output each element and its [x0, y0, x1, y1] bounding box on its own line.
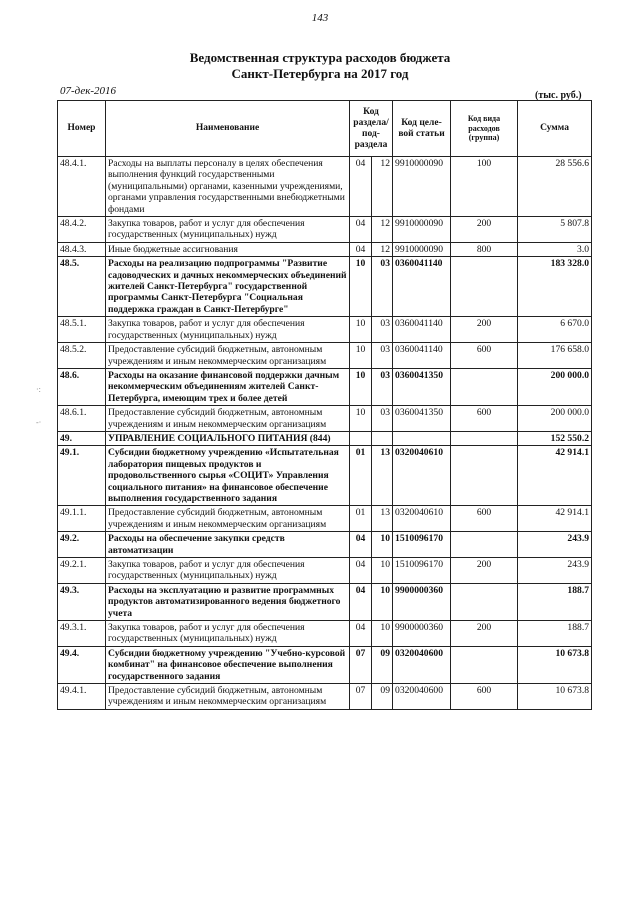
row-expense-group: 600	[451, 406, 518, 432]
row-sum: 28 556.6	[518, 157, 592, 217]
row-sum: 152 550.2	[518, 431, 592, 445]
table-row	[58, 406, 592, 432]
row-podrazdel: 10	[372, 621, 393, 647]
row-number: 48.6.	[58, 368, 106, 405]
row-sum: 42 914.1	[518, 506, 592, 532]
row-expense-group	[451, 646, 518, 683]
table-row	[58, 532, 592, 558]
header-sum: Сумма	[518, 101, 592, 157]
title-line-1: Ведомственная структура расходов бюджета	[189, 50, 451, 65]
row-article: 9910000090	[393, 217, 451, 243]
row-sum: 188.7	[518, 583, 592, 620]
row-name: Субсидии бюджетному учреждению "Учебно-курсовой комбинат" на финансовое обеспечение выполнения государственного задания	[106, 646, 350, 683]
table-row	[58, 343, 592, 369]
row-expense-group: 600	[451, 343, 518, 369]
row-number: 48.4.2.	[58, 217, 106, 243]
row-razdel: 04	[350, 558, 372, 584]
row-razdel: 10	[350, 406, 372, 432]
row-sum: 10 673.8	[518, 646, 592, 683]
title-line-2: Санкт-Петербурга на 2017 год	[231, 66, 409, 81]
row-expense-group: 100	[451, 157, 518, 217]
header-section: Код раздела/ под- раздела	[350, 101, 393, 157]
table-row	[58, 558, 592, 584]
table-row	[58, 242, 592, 256]
row-sum: 200 000.0	[518, 368, 592, 405]
header-article: Код целе- вой статьи	[393, 101, 451, 157]
row-name: Расходы на оказание финансовой поддержки дачным некоммерческим объединениям жителей Санкт-Петербурга, имеющим трех и более детей	[106, 368, 350, 405]
row-number: 49.4.	[58, 646, 106, 683]
budget-table	[57, 100, 592, 710]
table-row	[58, 684, 592, 710]
row-razdel: 04	[350, 532, 372, 558]
row-sum: 188.7	[518, 621, 592, 647]
row-podrazdel: 09	[372, 646, 393, 683]
table-row	[58, 217, 592, 243]
row-number: 49.3.	[58, 583, 106, 620]
table-row	[58, 431, 592, 445]
row-razdel: 10	[350, 257, 372, 317]
row-sum: 176 658.0	[518, 343, 592, 369]
row-razdel: 07	[350, 646, 372, 683]
document-date: 07-дек-2016	[60, 85, 117, 97]
table-row	[58, 368, 592, 405]
row-article: 9910000090	[393, 157, 451, 217]
row-podrazdel: 13	[372, 506, 393, 532]
row-razdel: 04	[350, 157, 372, 217]
row-name: Закупка товаров, работ и услуг для обеспечения государственных (муниципальных) нужд	[106, 558, 350, 584]
table-header-row	[58, 101, 592, 157]
row-razdel: 04	[350, 242, 372, 256]
row-razdel: 01	[350, 446, 372, 506]
row-podrazdel: 03	[372, 317, 393, 343]
row-sum: 3.0	[518, 242, 592, 256]
table-body	[58, 157, 592, 710]
row-article: 0320040610	[393, 506, 451, 532]
row-article: 0360041350	[393, 406, 451, 432]
row-expense-group	[451, 431, 518, 445]
header-name: Наименование	[106, 101, 350, 157]
row-podrazdel: 03	[372, 406, 393, 432]
row-number: 48.5.2.	[58, 343, 106, 369]
row-name: Закупка товаров, работ и услуг для обеспечения государственных (муниципальных) нужд	[106, 621, 350, 647]
row-name: Расходы на реализацию подпрограммы "Развитие садоводческих и дачных некоммерческих объединений жителей Санкт-Петербурга" государственной программы Санкт-Петербурга "Социальная поддержка граждан в Санкт-Петербурге"	[106, 257, 350, 317]
row-name: Предоставление субсидий бюджетным, автономным учреждениям и иным некоммерческим организациям	[106, 406, 350, 432]
row-expense-group: 200	[451, 558, 518, 584]
row-podrazdel: 03	[372, 257, 393, 317]
row-name: Предоставление субсидий бюджетным, автономным учреждениям и иным некоммерческим организациям	[106, 343, 350, 369]
row-article: 9900000360	[393, 583, 451, 620]
row-expense-group	[451, 446, 518, 506]
row-expense-group: 600	[451, 506, 518, 532]
row-podrazdel: 10	[372, 583, 393, 620]
row-article: 9910000090	[393, 242, 451, 256]
row-expense-group: 800	[451, 242, 518, 256]
table-row	[58, 446, 592, 506]
row-article: 1510096170	[393, 558, 451, 584]
row-name: Расходы на выплаты персоналу в целях обеспечения выполнения функций государственными (муниципальными) органами, казенными учреждениями, органами управления государственными внебюджетными фондами	[106, 157, 350, 217]
row-podrazdel: 10	[372, 558, 393, 584]
row-expense-group: 200	[451, 317, 518, 343]
row-number: 48.4.3.	[58, 242, 106, 256]
row-name: УПРАВЛЕНИЕ СОЦИАЛЬНОГО ПИТАНИЯ (844)	[106, 431, 350, 445]
header-expense-type: Код вида расходов (группа)	[451, 101, 518, 157]
table-row	[58, 317, 592, 343]
row-podrazdel: 12	[372, 217, 393, 243]
row-name: Предоставление субсидий бюджетным, автономным учреждениям и иным некоммерческим организациям	[106, 506, 350, 532]
row-podrazdel: 12	[372, 242, 393, 256]
row-podrazdel	[372, 431, 393, 445]
row-name: Предоставление субсидий бюджетным, автономным учреждениям и иным некоммерческим организациям	[106, 684, 350, 710]
row-name: Закупка товаров, работ и услуг для обеспечения государственных (муниципальных) нужд	[106, 317, 350, 343]
row-number: 48.6.1.	[58, 406, 106, 432]
row-article: 0360041140	[393, 343, 451, 369]
row-razdel: 04	[350, 583, 372, 620]
row-number: 49.3.1.	[58, 621, 106, 647]
units-label: (тыс. руб.)	[535, 90, 582, 101]
row-number: 49.4.1.	[58, 684, 106, 710]
row-expense-group	[451, 532, 518, 558]
row-sum: 183 328.0	[518, 257, 592, 317]
row-razdel: 07	[350, 684, 372, 710]
row-sum: 10 673.8	[518, 684, 592, 710]
row-number: 49.1.	[58, 446, 106, 506]
row-podrazdel: 12	[372, 157, 393, 217]
row-name: Закупка товаров, работ и услуг для обеспечения государственных (муниципальных) нужд	[106, 217, 350, 243]
row-number: 49.2.	[58, 532, 106, 558]
table-row	[58, 621, 592, 647]
table-row	[58, 646, 592, 683]
row-razdel: 04	[350, 621, 372, 647]
row-expense-group: 600	[451, 684, 518, 710]
row-article: 0320040600	[393, 646, 451, 683]
row-podrazdel: 09	[372, 684, 393, 710]
row-article: 0360041140	[393, 317, 451, 343]
row-article	[393, 431, 451, 445]
table-row	[58, 257, 592, 317]
row-expense-group	[451, 257, 518, 317]
table-row	[58, 506, 592, 532]
margin-scan-mark: ·:	[36, 385, 41, 394]
row-article: 0360041140	[393, 257, 451, 317]
row-razdel: 01	[350, 506, 372, 532]
row-podrazdel: 13	[372, 446, 393, 506]
row-number: 48.5.1.	[58, 317, 106, 343]
row-expense-group: 200	[451, 621, 518, 647]
row-sum: 243.9	[518, 558, 592, 584]
row-number: 48.4.1.	[58, 157, 106, 217]
row-sum: 6 670.0	[518, 317, 592, 343]
row-article: 0360041350	[393, 368, 451, 405]
row-article: 1510096170	[393, 532, 451, 558]
row-name: Расходы на эксплуатацию и развитие программных продуктов автоматизированного ведения бюджетного учета	[106, 583, 350, 620]
row-podrazdel: 10	[372, 532, 393, 558]
row-razdel: 10	[350, 368, 372, 405]
row-article: 0320040600	[393, 684, 451, 710]
row-number: 49.2.1.	[58, 558, 106, 584]
header-number: Номер	[58, 101, 106, 157]
row-razdel: 10	[350, 343, 372, 369]
row-sum: 5 807.8	[518, 217, 592, 243]
margin-scan-mark: -·	[36, 418, 42, 427]
row-article: 9900000360	[393, 621, 451, 647]
row-podrazdel: 03	[372, 343, 393, 369]
page-number: 143	[311, 12, 329, 24]
row-razdel: 04	[350, 217, 372, 243]
row-name: Расходы на обеспечение закупки средств автоматизации	[106, 532, 350, 558]
row-number: 48.5.	[58, 257, 106, 317]
row-razdel	[350, 431, 372, 445]
row-sum: 243.9	[518, 532, 592, 558]
row-sum: 42 914.1	[518, 446, 592, 506]
row-name: Субсидии бюджетному учреждению «Испытательная лаборатория пищевых продуктов и продовольственного сырья «СОЦИТ» Управления социального питания» на финансовое обеспечение выполнения государственного задания	[106, 446, 350, 506]
row-number: 49.	[58, 431, 106, 445]
row-expense-group: 200	[451, 217, 518, 243]
document-title	[0, 50, 640, 82]
row-article: 0320040610	[393, 446, 451, 506]
table-row	[58, 157, 592, 217]
row-name: Иные бюджетные ассигнования	[106, 242, 350, 256]
row-expense-group	[451, 583, 518, 620]
row-podrazdel: 03	[372, 368, 393, 405]
row-sum: 200 000.0	[518, 406, 592, 432]
row-razdel: 10	[350, 317, 372, 343]
row-number: 49.1.1.	[58, 506, 106, 532]
table-row	[58, 583, 592, 620]
row-expense-group	[451, 368, 518, 405]
